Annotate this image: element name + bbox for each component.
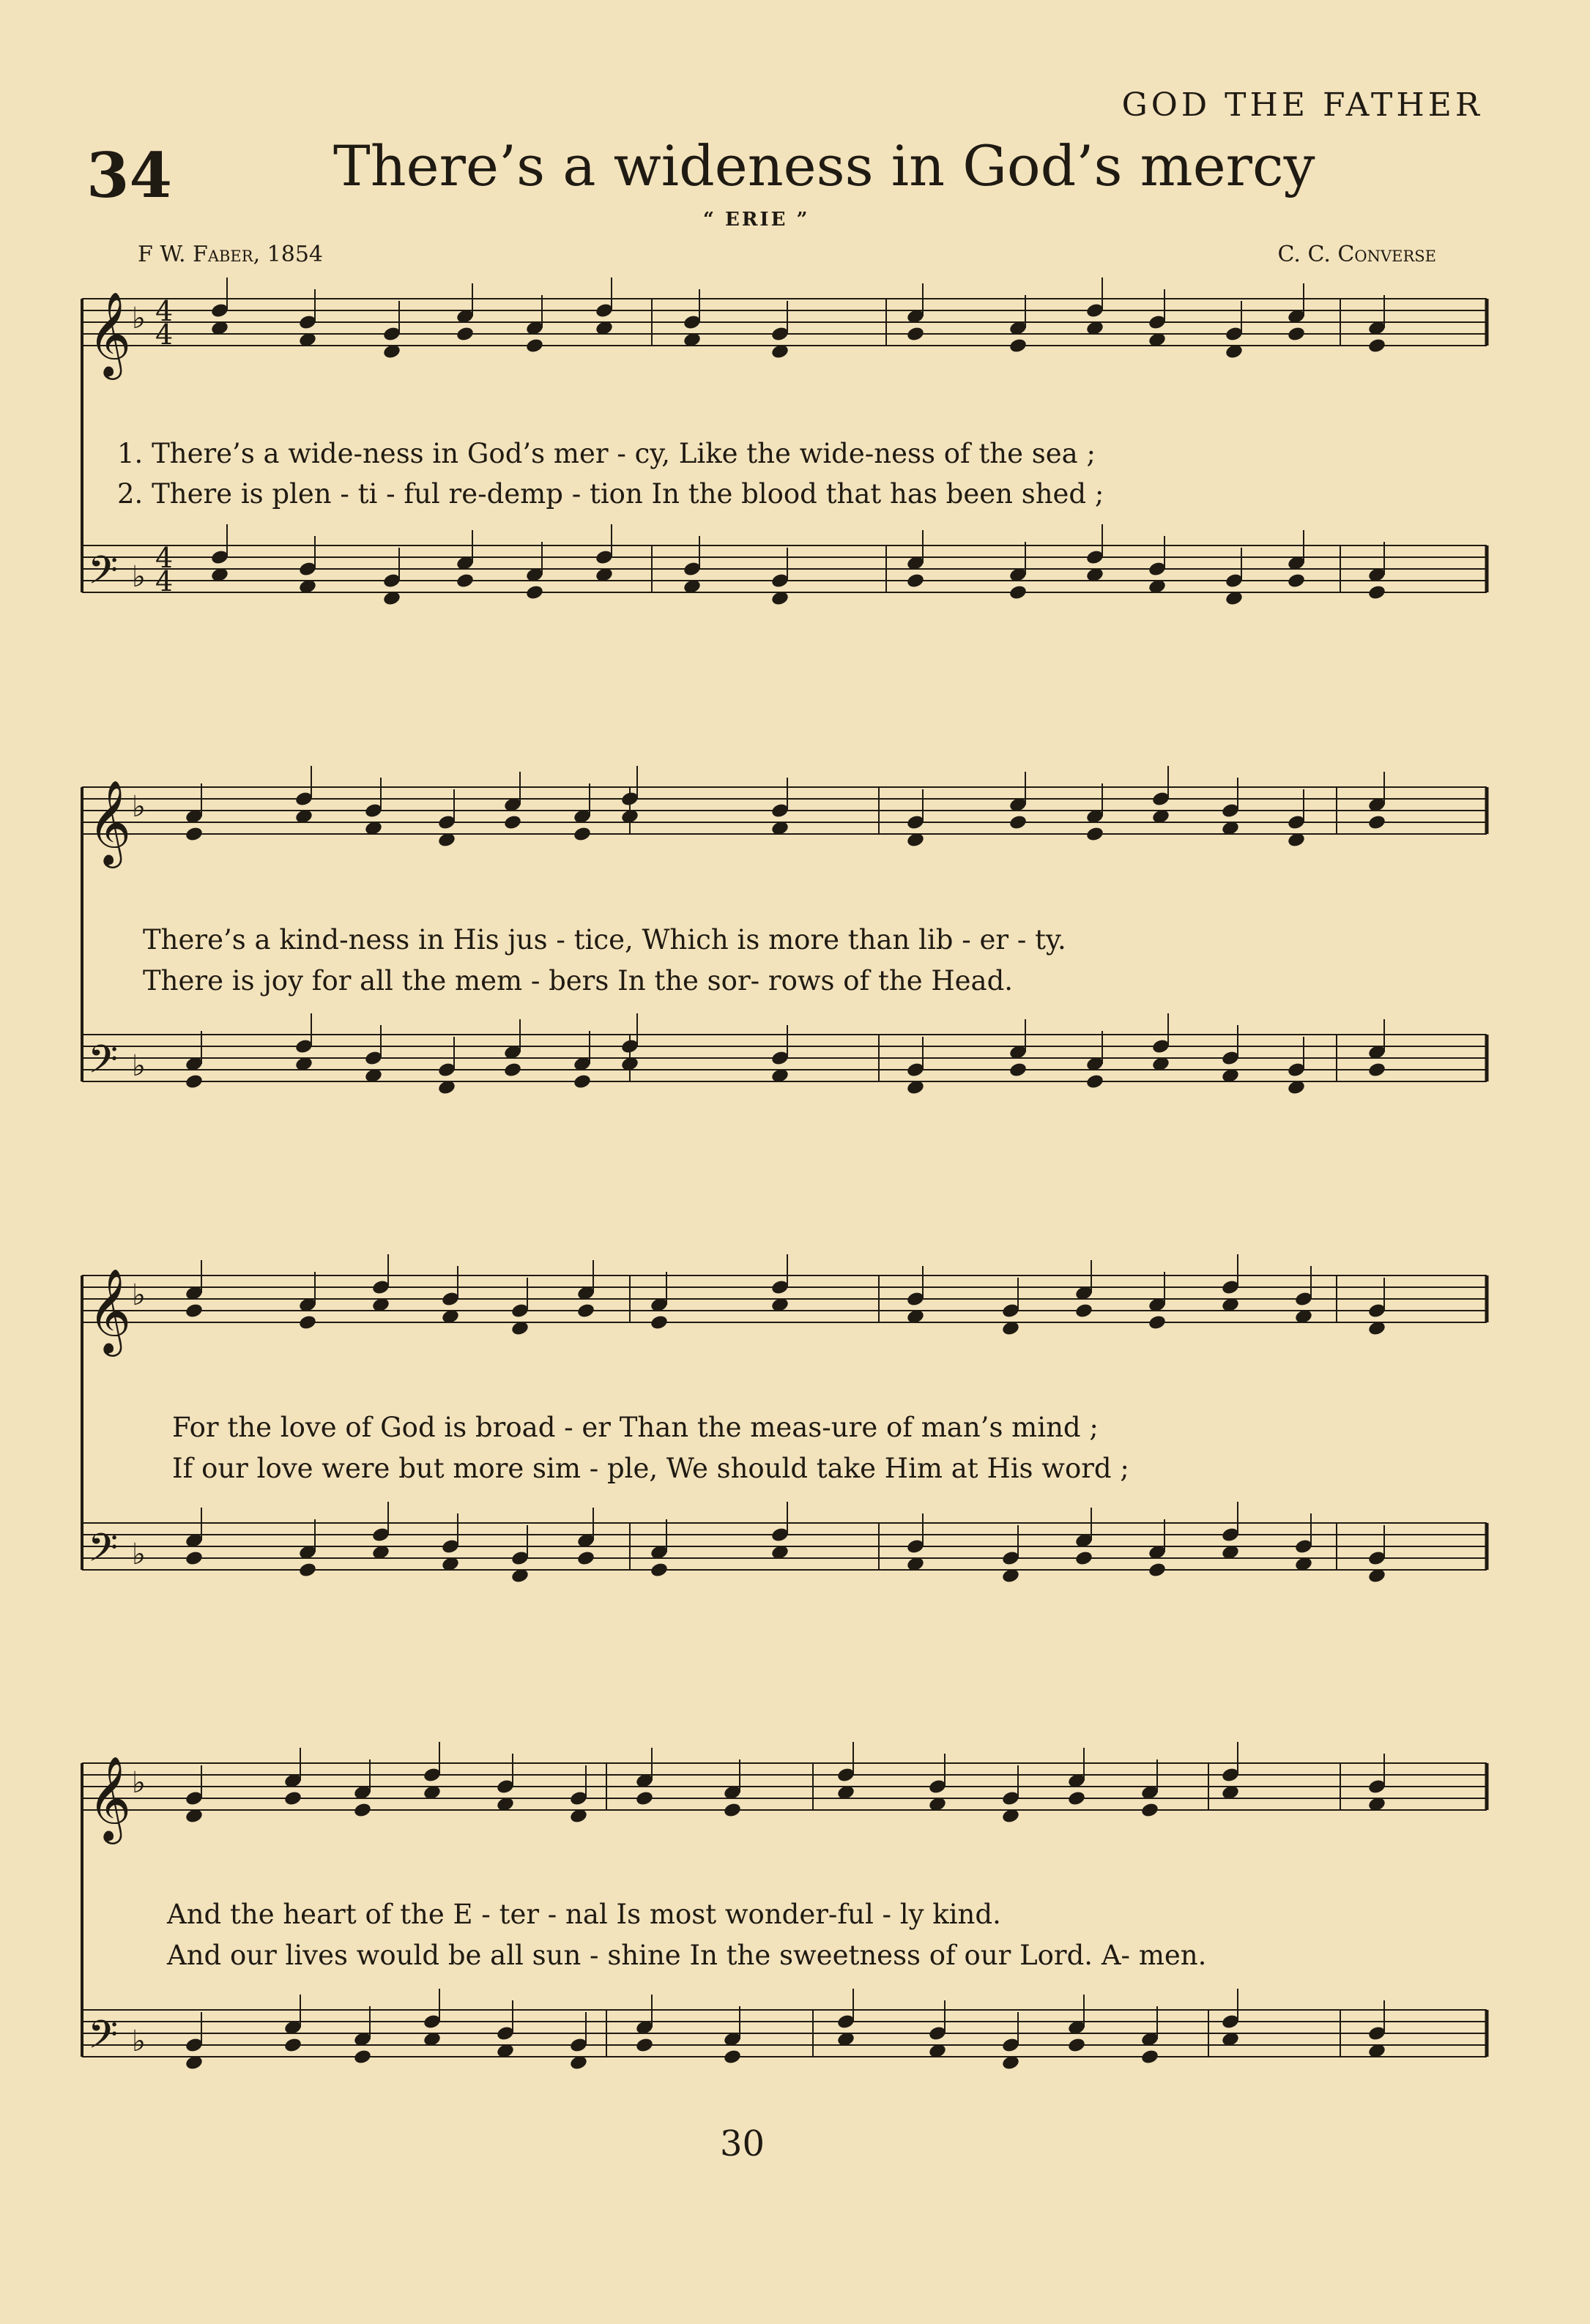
note-head — [635, 2037, 654, 2054]
bass-clef-icon: 𝄢 — [88, 1038, 119, 1092]
treble-clef-icon: 𝄞 — [88, 291, 132, 376]
composer-credit: C. C. Converse — [1277, 242, 1436, 267]
note-head — [906, 573, 925, 589]
note-head — [1008, 1062, 1028, 1079]
note-head — [353, 2049, 372, 2066]
note-head — [283, 1790, 302, 1807]
note-head — [573, 1073, 592, 1090]
time-signature: 4 — [155, 319, 174, 351]
treble-clef-icon: 𝄞 — [88, 779, 132, 865]
note-head — [1085, 826, 1104, 843]
flat-icon: ♭ — [132, 302, 146, 335]
note-head — [185, 1550, 204, 1567]
note-head — [1074, 1303, 1093, 1319]
flat-icon: ♭ — [132, 790, 146, 824]
note-head — [1287, 573, 1306, 589]
bass-clef-icon: 𝄢 — [88, 2013, 119, 2067]
note-head — [1148, 1562, 1167, 1579]
note-head — [525, 338, 544, 354]
hymn-number: 34 — [86, 139, 172, 212]
bass-clef-icon: 𝄢 — [88, 548, 119, 603]
lyrics-system1-verse1: 1. There’s a wide-ness in God’s mer - cy, Like the wide-ness of the sea ; — [117, 438, 1096, 469]
note-head — [723, 2049, 742, 2066]
note-head — [1140, 2049, 1159, 2066]
note-head — [298, 1562, 317, 1579]
lyrics-system3-verse1: For the love of God is broad - er Than the meas-ure of man’s mind ; — [172, 1412, 1099, 1443]
note-head — [1008, 338, 1028, 354]
lyrics-system2-verse2: There is joy for all the mem - bers In the sor- rows of the Head. — [143, 965, 1014, 997]
page-number: 30 — [720, 2123, 765, 2164]
flat-icon: ♭ — [132, 1278, 146, 1312]
tune-name: “ ERIE ” — [703, 209, 810, 231]
note-head — [1367, 584, 1386, 601]
bass-clef-icon: 𝄢 — [88, 1526, 119, 1580]
note-head — [573, 826, 592, 843]
note-head — [503, 1062, 522, 1079]
note-head — [283, 2037, 302, 2054]
note-head — [456, 326, 475, 343]
note-head — [185, 826, 204, 843]
note-head — [298, 1314, 317, 1331]
note-head — [1067, 2037, 1086, 2054]
lyrics-system1-verse2: 2. There is plen - ti - ful re-demp - tion In the blood that has been shed ; — [117, 478, 1104, 510]
time-signature: 4 — [155, 295, 174, 327]
treble-clef-icon: 𝄞 — [88, 1755, 132, 1841]
note-head — [1067, 1790, 1086, 1807]
note-head — [1367, 338, 1386, 354]
lyrics-system2-verse1: There’s a kind-ness in His jus - tice, Which is more than lib - er - ty. — [143, 924, 1066, 956]
note-head — [525, 584, 544, 601]
lyrics-system4-verse2: And our lives would be all sun - shine In the sweetness of our Lord. A- men. — [167, 1940, 1207, 1971]
note-head — [576, 1550, 595, 1567]
note-head — [1367, 1062, 1386, 1079]
section-heading: GOD THE FATHER — [1121, 86, 1483, 124]
note-head — [576, 1303, 595, 1319]
flat-icon: ♭ — [132, 560, 146, 594]
treble-clef-icon: 𝄞 — [88, 1267, 132, 1353]
note-head — [1367, 814, 1386, 831]
note-head — [1140, 1802, 1159, 1819]
note-head — [1085, 1073, 1104, 1090]
note-head — [353, 1802, 372, 1819]
note-head — [723, 1802, 742, 1819]
note-head — [635, 1790, 654, 1807]
note-head — [503, 814, 522, 831]
note-head — [1074, 1550, 1093, 1567]
note-head — [650, 1562, 669, 1579]
time-signature: 4 — [155, 565, 174, 597]
note-head — [185, 1073, 204, 1090]
flat-icon: ♭ — [132, 1538, 146, 1571]
flat-icon: ♭ — [132, 2025, 146, 2058]
note-head — [1008, 814, 1028, 831]
lyrics-system4-verse1: And the heart of the E - ter - nal Is most wonder-ful - ly kind. — [167, 1899, 1001, 1930]
flat-icon: ♭ — [132, 1766, 146, 1800]
hymn-title: There’s a wideness in God’s mercy — [333, 133, 1315, 198]
note-head — [185, 1303, 204, 1319]
lyrics-system3-verse2: If our love were but more sim - ple, We should take Him at His word ; — [172, 1453, 1129, 1484]
note-head — [1287, 326, 1306, 343]
author-credit: F W. Faber, 1854 — [138, 242, 323, 267]
note-head — [456, 573, 475, 589]
note-head — [650, 1314, 669, 1331]
flat-icon: ♭ — [132, 1049, 146, 1083]
note-head — [1148, 1314, 1167, 1331]
note-head — [906, 326, 925, 343]
note-head — [1008, 584, 1028, 601]
time-signature: 4 — [155, 542, 174, 574]
